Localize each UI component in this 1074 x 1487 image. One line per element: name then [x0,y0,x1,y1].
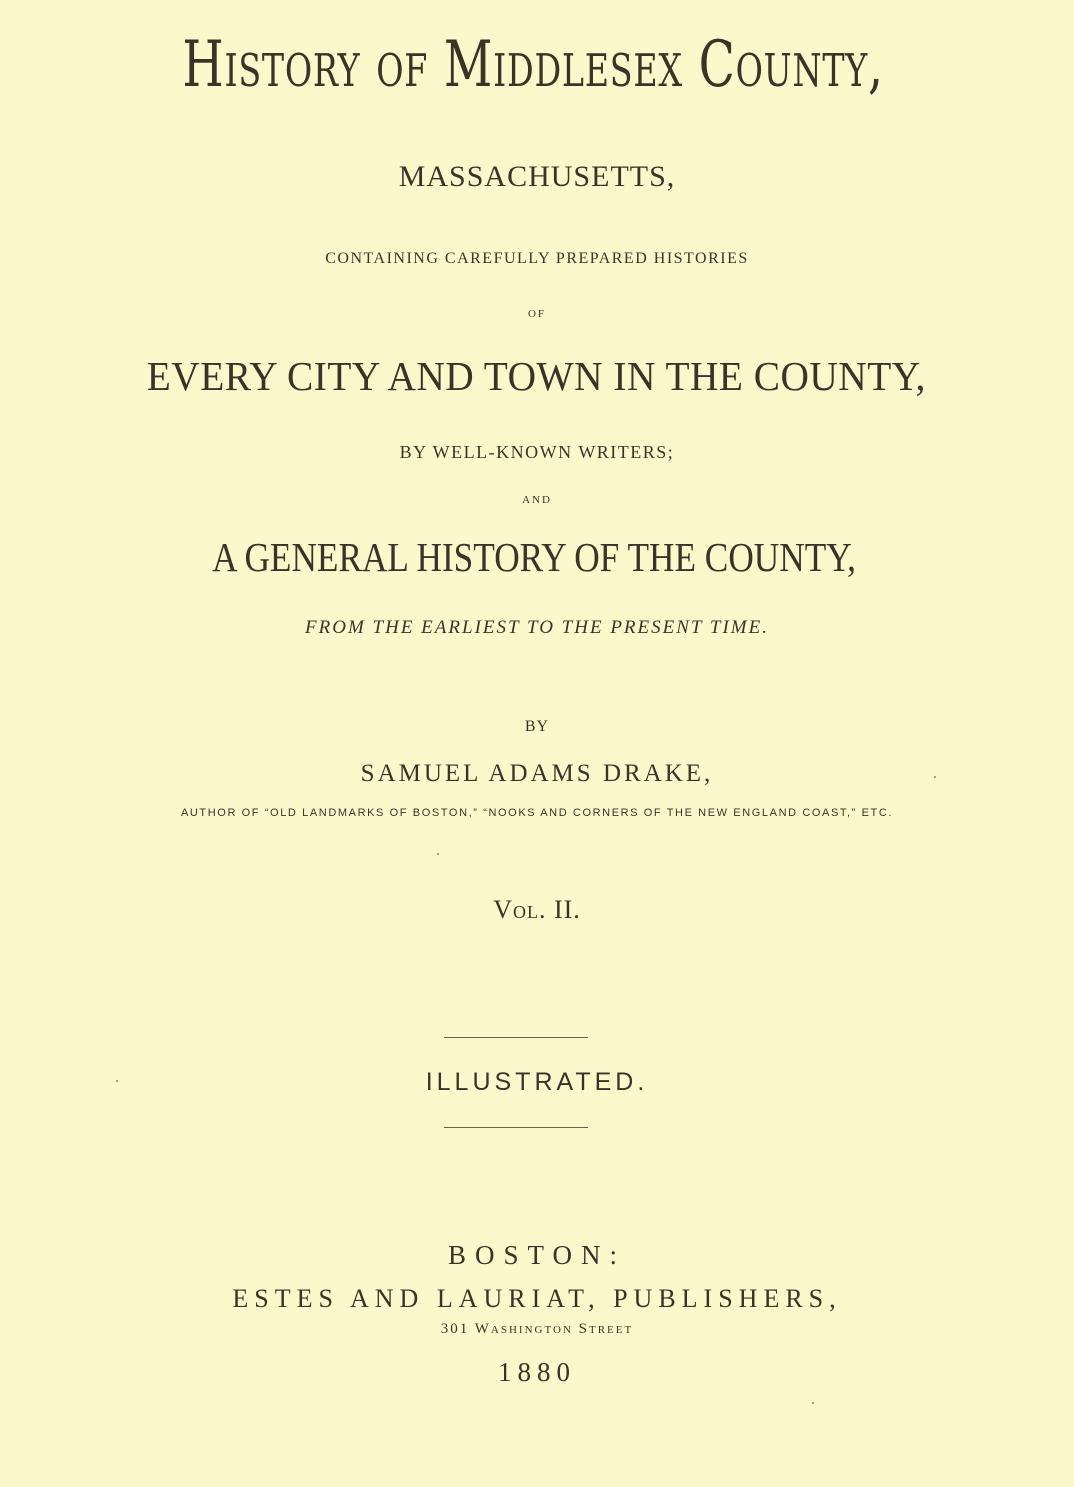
book-title: History of Middlesex County, [182,28,884,102]
every-city-line: EVERY CITY AND TOWN IN THE COUNTY, [146,353,926,399]
paper-speck [437,853,439,855]
paper-speck [116,1080,118,1082]
writers-line: BY WELL-KNOWN WRITERS; [399,442,675,462]
author-works: AUTHOR OF “OLD LANDMARKS OF BOSTON,” “NOOKS AND CORNERS OF THE NEW ENGLAND COAST,” ETC. [180,807,894,819]
by-line: BY [524,718,550,735]
paper-speck [934,776,936,778]
divider-bottom [444,1127,588,1128]
paper-speck [812,1402,814,1404]
and-line: AND [522,494,552,506]
divider-top [444,1037,588,1038]
publisher-address: 301 Washington Street [440,1321,634,1337]
author-name: SAMUEL ADAMS DRAKE, [360,760,714,787]
illustrated-label: ILLUSTRATED. [425,1068,649,1096]
state-subtitle: MASSACHUSETTS, [398,160,676,193]
volume-number: Vol. II. [493,895,581,924]
publication-year: 1880 [498,1357,576,1387]
publication-place: BOSTON: [447,1240,627,1270]
general-history-line: A GENERAL HISTORY OF THE COUNTY, [212,534,856,580]
containing-line: CONTAINING CAREFULLY PREPARED HISTORIES [325,250,749,267]
time-span-line: FROM THE EARLIEST TO THE PRESENT TIME. [305,617,769,638]
of-line: OF [527,308,547,320]
publisher-name: ESTES AND LAURIAT, PUBLISHERS, [232,1284,842,1313]
